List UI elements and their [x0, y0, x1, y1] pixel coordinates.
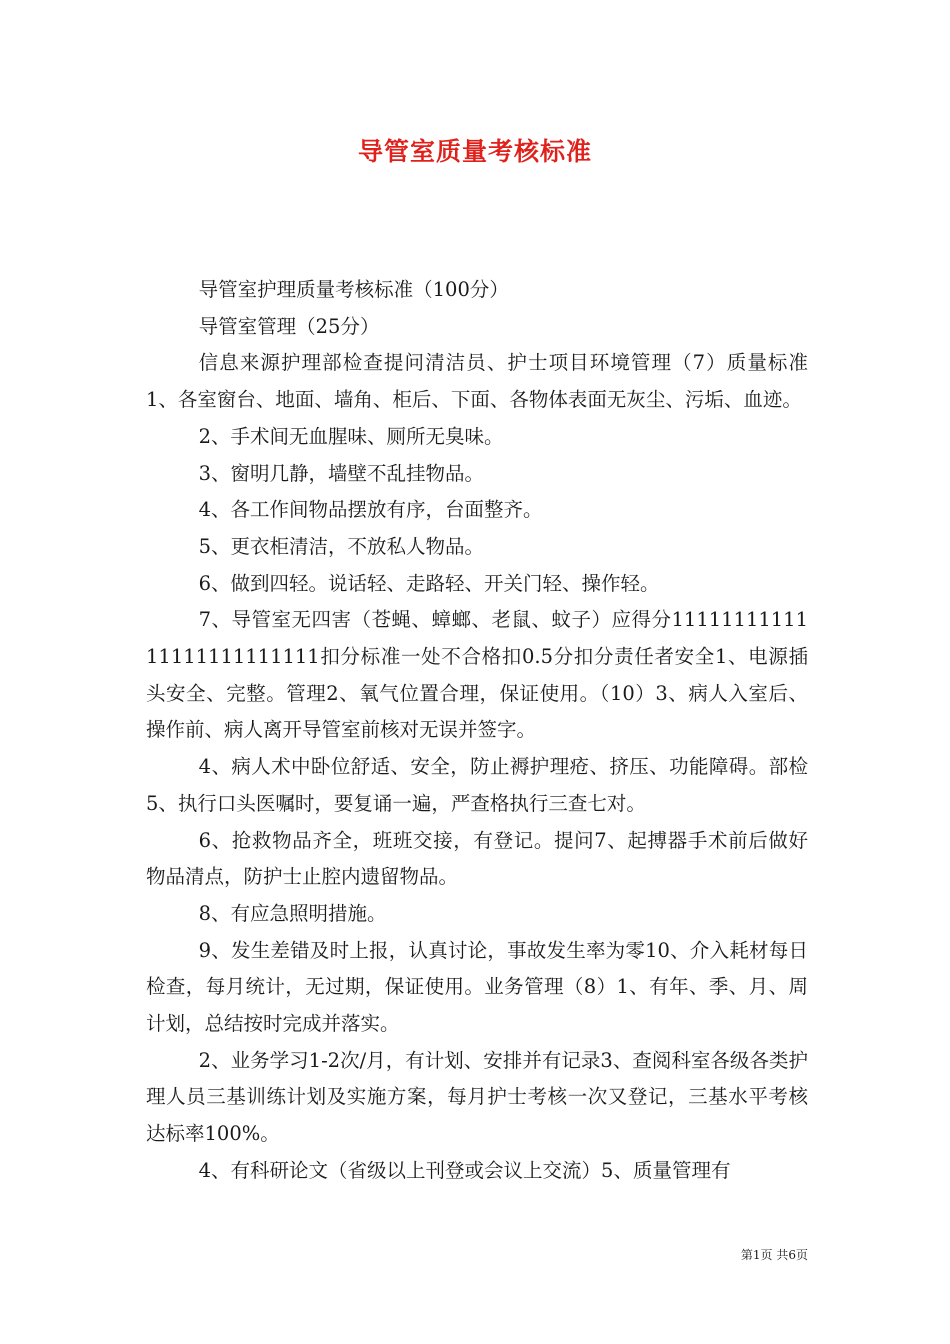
- page-footer: [741, 1246, 808, 1263]
- paragraph: 9、发生差错及时上报，认真讨论，事故发生率为零10、介入耗材每日检查，每月统计，无过期，保证使用。业务管理（8）1、有年、季、月、周计划，总结按时完成并落实。: [146, 938, 808, 1036]
- paragraph: 6、做到四轻。说话轻、走路轻、开关门轻、操作轻。: [198, 571, 660, 595]
- paragraph: 4、病人术中卧位舒适、安全，防止褥护理疮、挤压、功能障碍。部检5、执行口头医嘱时，要复诵一遍，严查格执行三查七对。: [146, 755, 808, 815]
- paragraph: 导管室护理质量考核标准（100分）: [198, 278, 509, 301]
- paragraph: 3、窗明几静，墙壁不乱挂物品。: [198, 461, 485, 485]
- footer-suffix: 页: [795, 1248, 808, 1262]
- paragraph: 7、导管室无四害（苍蝇、蟑螂、老鼠、蚊子）应得分1111111111111111111111111扣分标准一处不合格扣0.5分扣分责任者安全1、电源插头安全、完整。管理2、氧气位置合理，保证使用。（10）3、病人入室后、操作前、病人离开导管室前核对无误并签字。: [146, 608, 808, 742]
- paragraph: 导管室管理（25分）: [198, 314, 380, 338]
- footer-prefix: 第: [740, 1248, 753, 1262]
- footer-total-pages: 6: [788, 1248, 796, 1262]
- footer-middle: 页 共: [760, 1248, 789, 1262]
- paragraph: 4、各工作间物品摆放有序，台面整齐。: [198, 498, 543, 522]
- paragraph: 6、抢救物品齐全，班班交接，有登记。提问7、起搏器手术前后做好物品清点，防护士止腔内遗留物品。: [146, 828, 808, 889]
- paragraph: 4、有科研论文（省级以上刊登或会议上交流）5、质量管理有: [198, 1158, 731, 1182]
- paragraph: 信息来源护理部检查提问清洁员、护士项目环境管理（7）质量标准1、各室窗台、地面、墙角、柜后、下面、各物体表面无灰尘、污垢、血迹。: [146, 351, 808, 412]
- paragraph: 8、有应急照明措施。: [198, 901, 387, 925]
- paragraph: 5、更衣柜清洁，不放私人物品。: [198, 534, 485, 558]
- footer-page-number: 1: [752, 1248, 761, 1262]
- document-body: [146, 272, 808, 1190]
- document-title: 导管室质量考核标准: [357, 137, 592, 166]
- paragraph: 2、手术间无血腥味、厕所无臭味。: [198, 424, 504, 448]
- paragraph: 2、业务学习1-2次/月，有计划、安排并有记录3、查阅科室各级各类护理人员三基训练计划及实施方案，每月护士考核一次又登记，三基水平考核达标率100%。: [146, 1048, 808, 1146]
